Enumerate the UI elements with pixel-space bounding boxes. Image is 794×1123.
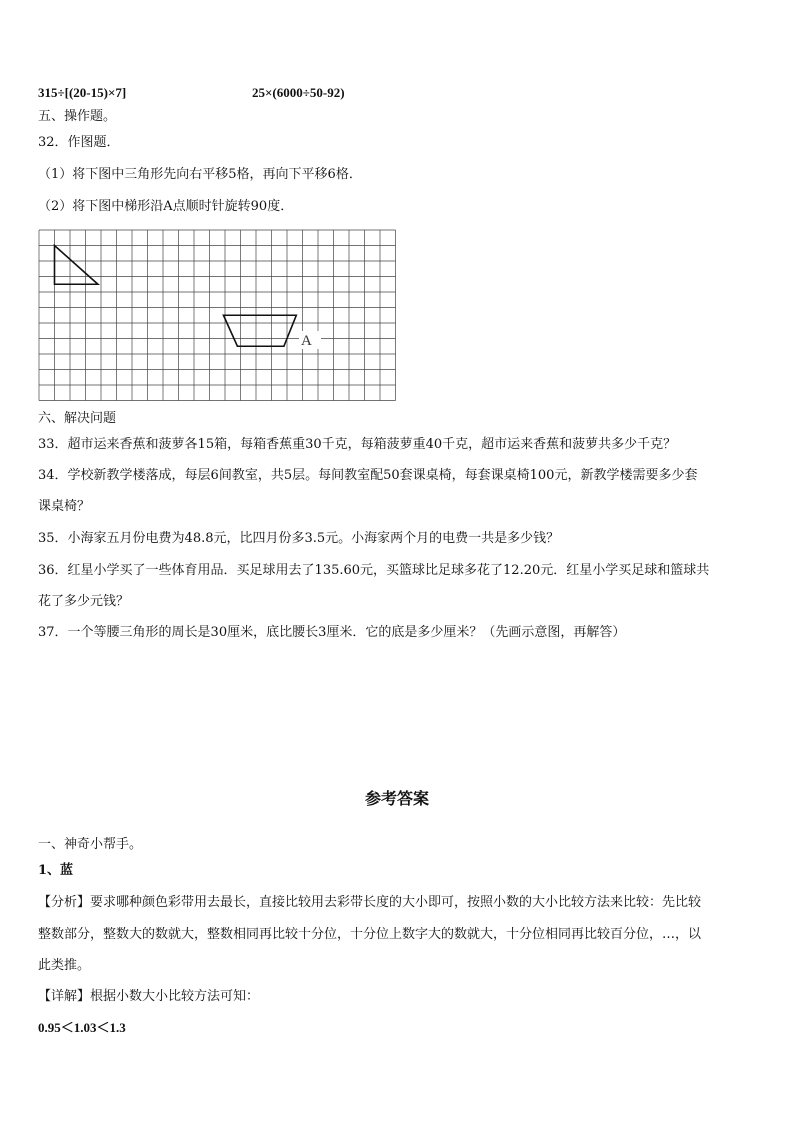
- analysis-line-3: 此类推。: [38, 958, 91, 973]
- analysis-line-1: 【分析】要求哪种颜色彩带用去最长，直接比较用去彩带长度的大小即可，按照小数的大小比较方法来比较：先比较: [38, 895, 702, 910]
- triangle-shape: [55, 246, 98, 285]
- trapezoid-shape: [223, 315, 296, 346]
- question-32-title: 32．作图题．: [38, 135, 120, 150]
- point-a-label: A: [301, 333, 312, 349]
- answer-item-1: 1、蓝: [38, 863, 74, 878]
- grid-lines: [39, 230, 396, 401]
- section-5-heading: 五、操作题。: [38, 109, 117, 124]
- question-35: 35．小海家五月份电费为48.8元，比四月份多3.5元。小海家两个月的电费一共是多少钱？: [38, 531, 560, 546]
- question-36-line-1: 36．红星小学买了一些体育用品．买足球用去了135.60元，买篮球比足球多花了12.20元．红星小学买足球和篮球共: [38, 563, 710, 578]
- answers-section-1: 一、神奇小帮手。: [38, 837, 143, 852]
- grid-figure: [38, 229, 396, 401]
- detail-line: 【详解】根据小数大小比较方法可知：: [38, 989, 260, 1004]
- section-6-heading: 六、解决问题: [38, 411, 117, 426]
- question-32-part-1: （1）将下图中三角形先向右平移5格，再向下平移6格．: [38, 167, 362, 182]
- question-37: 37．一个等腰三角形的周长是30厘米，底比腰长3厘米．它的底是多少厘米？（先画示意图，再解答）: [38, 625, 626, 640]
- analysis-line-2: 整数部分，整数大的数就大，整数相同再比较十分位，十分位上数字大的数就大，十分位相同再比较百分位，…，以: [38, 927, 702, 942]
- question-32-part-2: （2）将下图中梯形沿A点顺时针旋转90度．: [38, 199, 294, 214]
- result-line: 0.95＜1.03＜1.3: [38, 1020, 126, 1035]
- expression-2: 25×(6000÷50-92): [252, 85, 345, 100]
- question-34-line-1: 34．学校新教学楼落成，每层6间教室，共5层。每间教室配50套课桌椅，每套课桌椅100元，新教学楼需要多少套: [38, 468, 698, 483]
- question-36-line-2: 花了多少元钱？: [38, 594, 130, 609]
- question-33: 33．超市运来香蕉和菠萝各15箱，每箱香蕉重30千克，每箱菠萝重40千克，超市运来香蕉和菠萝共多少千克？: [38, 437, 677, 452]
- expression-1: 315÷[(20-15)×7]: [38, 85, 127, 100]
- question-34-line-2: 课桌椅？: [38, 499, 91, 514]
- answers-title: 参考答案: [364, 789, 429, 808]
